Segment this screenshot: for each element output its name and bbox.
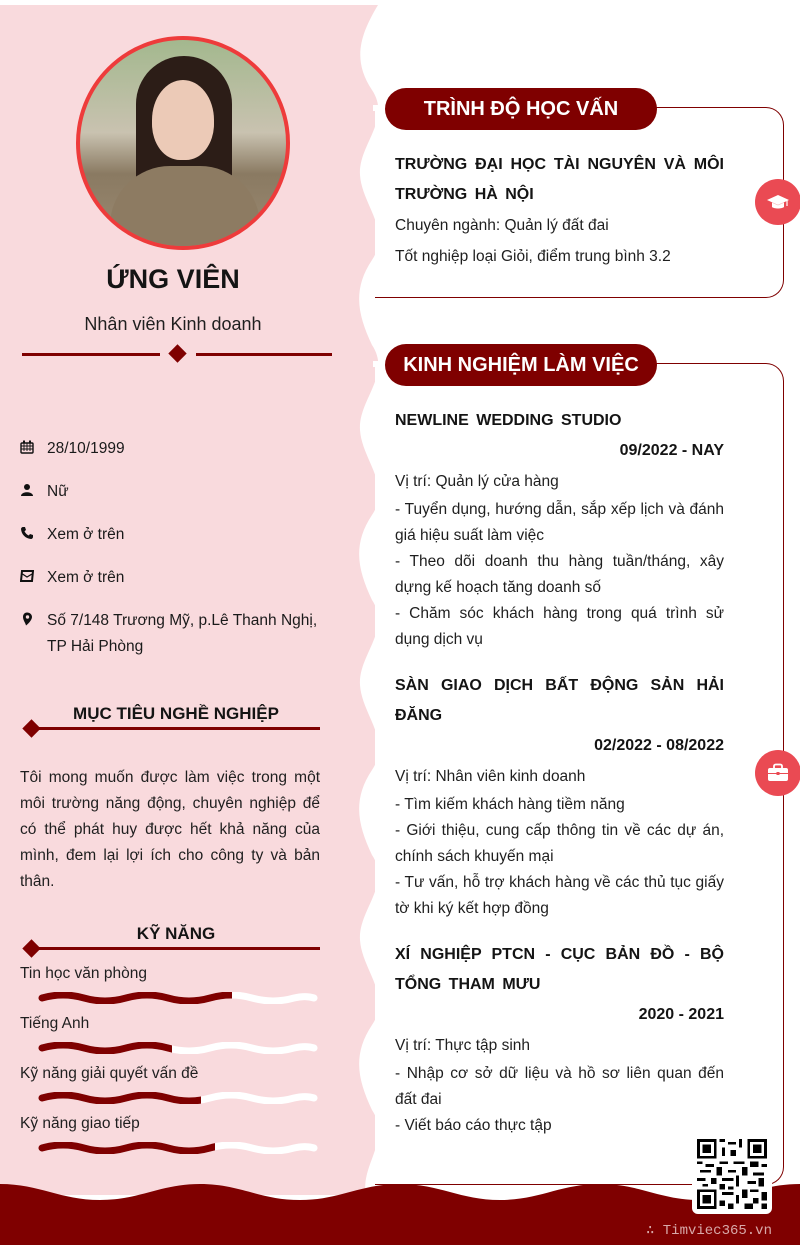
contact-gender: Nữ — [20, 479, 320, 505]
calendar-icon — [20, 436, 47, 458]
experience-title: KINH NGHIỆM LÀM VIỆC — [385, 344, 657, 386]
skill-progress-bar — [36, 1042, 320, 1054]
avatar-face — [152, 80, 214, 160]
school-name: TRƯỜNG ĐẠI HỌC TÀI NGUYÊN VÀ MÔI TRƯỜNG HÀ NỘI — [395, 156, 724, 203]
job-entry — [395, 940, 724, 1139]
job-duty: - Viết báo cáo thực tập — [395, 1117, 552, 1134]
company-name: NEWLINE WEDDING STUDIO — [395, 412, 622, 429]
contact-phone: Xem ở trên — [20, 522, 320, 548]
user-icon — [20, 479, 47, 501]
briefcase-icon — [755, 750, 800, 796]
job-period: 02/2022 - 08/2022 — [594, 737, 724, 754]
contact-birthday: 28/10/1999 — [20, 436, 320, 462]
job-position: Vị trí: Nhân viên kinh doanh — [395, 768, 586, 785]
contact-list — [20, 436, 320, 677]
job-entry — [395, 406, 724, 653]
job-duty: - Nhập cơ sở dữ liệu và hồ sơ liên quan đến đất đai — [395, 1065, 724, 1108]
job-duty: - Chăm sóc khách hàng trong quá trình sử dụng dịch vụ — [395, 605, 724, 648]
job-duty: - Tìm kiếm khách hàng tiềm năng — [395, 796, 625, 813]
contact-email: Xem ở trên — [20, 565, 320, 591]
job-entry — [395, 671, 724, 922]
education-title: TRÌNH ĐỘ HỌC VẤN — [385, 88, 657, 130]
job-duty: - Tuyển dụng, hướng dẫn, sắp xếp lịch và đánh giá hiệu suất làm việc — [395, 501, 724, 544]
skills-heading: KỸ NĂNG — [22, 924, 320, 954]
skill-progress-bar — [36, 1142, 320, 1154]
skill-item: Tin học văn phòng — [20, 962, 320, 1012]
job-period: 2020 - 2021 — [638, 1006, 724, 1023]
experience-content — [395, 406, 724, 1157]
candidate-role: Nhân viên Kinh doanh — [84, 314, 262, 334]
phone-icon — [20, 522, 47, 544]
company-name: SÀN GIAO DỊCH BẤT ĐỘNG SẢN HẢI ĐĂNG — [395, 677, 724, 724]
skill-item: Kỹ năng giao tiếp — [20, 1112, 320, 1162]
avatar-sweater — [110, 166, 260, 250]
education-content — [395, 150, 724, 272]
job-duty: - Tư vấn, hỗ trợ khách hàng về các thủ tục giấy tờ khi ký kết hợp đồng — [395, 874, 724, 917]
education-section — [375, 97, 784, 298]
education-result: Tốt nghiệp loại Giỏi, điểm trung bình 3.2 — [395, 248, 671, 265]
map-marker-icon — [20, 608, 47, 630]
skill-progress-bar — [36, 992, 320, 1004]
job-period: 09/2022 - NAY — [619, 442, 724, 459]
skill-item: Tiếng Anh — [20, 1012, 320, 1062]
skill-progress-bar — [36, 1092, 320, 1104]
avatar — [76, 36, 290, 250]
job-position: Vị trí: Quản lý cửa hàng — [395, 473, 559, 490]
job-duty: - Giới thiệu, cung cấp thông tin về các dự án, chính sách khuyến mại — [395, 822, 724, 865]
company-name: XÍ NGHIỆP PTCN - CỤC BẢN ĐỒ - BỘ TỔNG THAM MƯU — [395, 946, 724, 993]
skills-list — [20, 962, 320, 1162]
graduation-cap-icon — [755, 179, 800, 225]
brand-watermark[interactable]: ∴ Timviec365.vn — [645, 1223, 772, 1239]
skill-item: Kỹ năng giải quyết vấn đề — [20, 1062, 320, 1112]
name-divider — [22, 346, 332, 364]
envelope-icon — [20, 565, 47, 587]
contact-address: Số 7/148 Trương Mỹ, p.Lê Thanh Nghị, TP Hải Phòng — [20, 608, 320, 660]
objective-text: Tôi mong muốn được làm việc trong một môi trường năng động, chuyên nghiệp để có thể phát huy được hết khả năng của mình, đem lại lợi ích cho công ty và bản thân. — [20, 769, 320, 890]
candidate-name: ỨNG VIÊN — [106, 264, 240, 294]
education-major: Chuyên ngành: Quản lý đất đai — [395, 217, 609, 234]
objective-heading: MỤC TIÊU NGHỀ NGHIỆP — [22, 704, 320, 734]
experience-section — [375, 353, 784, 1185]
job-position: Vị trí: Thực tập sinh — [395, 1037, 531, 1054]
qr-code[interactable] — [692, 1134, 772, 1214]
job-duty: - Theo dõi doanh thu hàng tuần/tháng, xây dựng kế hoạch tăng doanh số — [395, 553, 724, 596]
